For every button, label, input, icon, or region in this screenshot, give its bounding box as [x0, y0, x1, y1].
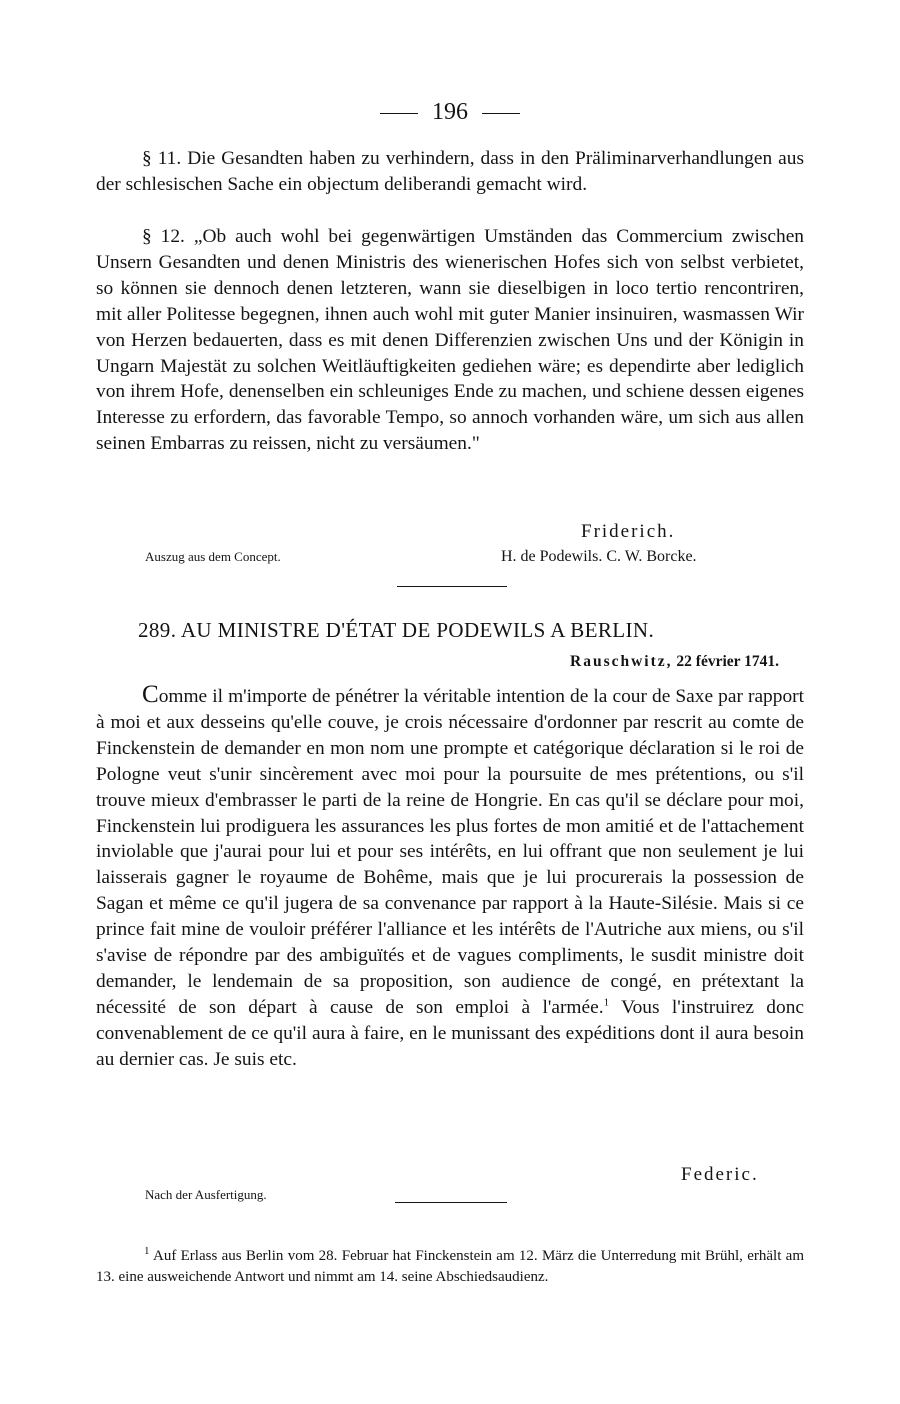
- footnote-divider: [395, 1202, 507, 1203]
- letter-date: 22 février 1741.: [676, 653, 779, 670]
- letter-body: [96, 682, 804, 1073]
- page-number-dash-right: [482, 113, 520, 114]
- signature-federic: Federic.: [681, 1164, 759, 1185]
- section-12-paragraph: § 12. „Ob auch wohl bei gegenwärtigen Umständen das Commercium zwischen Unsern Gesandten und denen Ministris des wienerischen Hofes sich von selbst verbietet, so können sie dennoch denen letzteren, wann sie dieselbigen in loco tertio rencontriren, mit aller Politesse begegnen, ihnen auch wohl mit guter Manier insinuiren, wasmassen Wir von Herzen bedauerten, dass es mit denen Differenzien zwischen Uns und der Königin in Ungarn Majestät zu solchen Weitläuftigkeiten gediehen wäre; es dependirte aber lediglich von ihrem Hofe, denenselben ein schleuniges Ende zu machen, und schiene dessen eigenes Interesse zu erfordern, das favorable Tempo, so annoch vorhanden wäre, um sich aus allen seinen Embarras zu reissen, nicht zu versäumen.": [96, 226, 804, 455]
- letter-place: Rauschwitz,: [570, 653, 673, 670]
- footnote-marker: 1: [144, 1245, 150, 1257]
- footnote-paragraph: [96, 1246, 804, 1288]
- section-11-block: [96, 146, 804, 198]
- section-divider: [397, 586, 507, 587]
- footnote: [96, 1246, 804, 1288]
- source-note-ausfertigung: Nach der Ausfertigung.: [145, 1187, 267, 1202]
- countersigners: H. de Podewils. C. W. Borcke.: [501, 548, 697, 565]
- letter-dropcap: C: [142, 681, 159, 708]
- letter-dateline: [570, 653, 779, 671]
- letter-body-start: omme il m'importe de pénétrer la véritable intention de la cour de Saxe par rapport à moi et aux desseins qu'elle couve, je crois nécessaire d'ordonner par rescrit au comte de Finckenstein de demander en mon nom une prompte et catégorique déclaration si le roi de Pologne veut s'unir sincèrement avec moi pour la poursuite de mes prétentions, ou s'il trouve mieux d'embrasser le parti de la reine de Hongrie. En cas qu'il se déclare pour moi, Finckenstein lui prodiguera les assurances les plus fortes de mon amitié et de l'attachement inviolable que j'aurai pour lui et pour ses intérêts, en lui offrant que non seulement je lui laisserais gagner le royaume de Bohême, mais que je lui procurerais la possession de Sagan et même ce qu'il jugera de sa convenance par rapport à la Haute-Silésie. Mais si ce prince fait mine de vouloir préférer l'alliance et les intérêts de l'Autriche aux miens, ou s'il s'avise de répondre par des ambiguïtés et de vagues compliments, le susdit ministre doit demander, le lendemain de sa proposition, son audience de congé, en prétextant la nécessité de son départ à cause de son emploi à l'armée.: [96, 686, 804, 1018]
- page-number-dash-left: [380, 113, 418, 114]
- source-note-concept: Auszug aus dem Concept.: [145, 549, 281, 564]
- section-11-paragraph: § 11. Die Gesandten haben zu verhindern, dass in den Präliminarverhandlungen aus der schlesischen Sache ein objectum deliberandi gemacht wird.: [96, 148, 804, 195]
- signature-friderich: Friderich.: [581, 521, 676, 542]
- letter-heading: 289. AU MINISTRE D'ÉTAT DE PODEWILS A BERLIN.: [138, 618, 655, 642]
- page-number: 196: [432, 99, 468, 125]
- page-number-line: [0, 98, 900, 126]
- section-12-block: [96, 224, 804, 457]
- letter-body-end: Vous l'instruirez donc convenablement de ce qu'il aura à faire, en le munissant des expéditions dont il aura besoin au dernier cas. Je suis etc.: [96, 996, 804, 1070]
- footnote-text: Auf Erlass aus Berlin vom 28. Februar hat Finckenstein am 12. März die Unterredung mit Brühl, erhält am 13. eine ausweichende Antwort und nimmt am 14. seine Abschiedsaudienz.: [96, 1248, 804, 1285]
- letter-body-block: [96, 682, 804, 1073]
- footnote-reference: 1: [603, 996, 610, 1009]
